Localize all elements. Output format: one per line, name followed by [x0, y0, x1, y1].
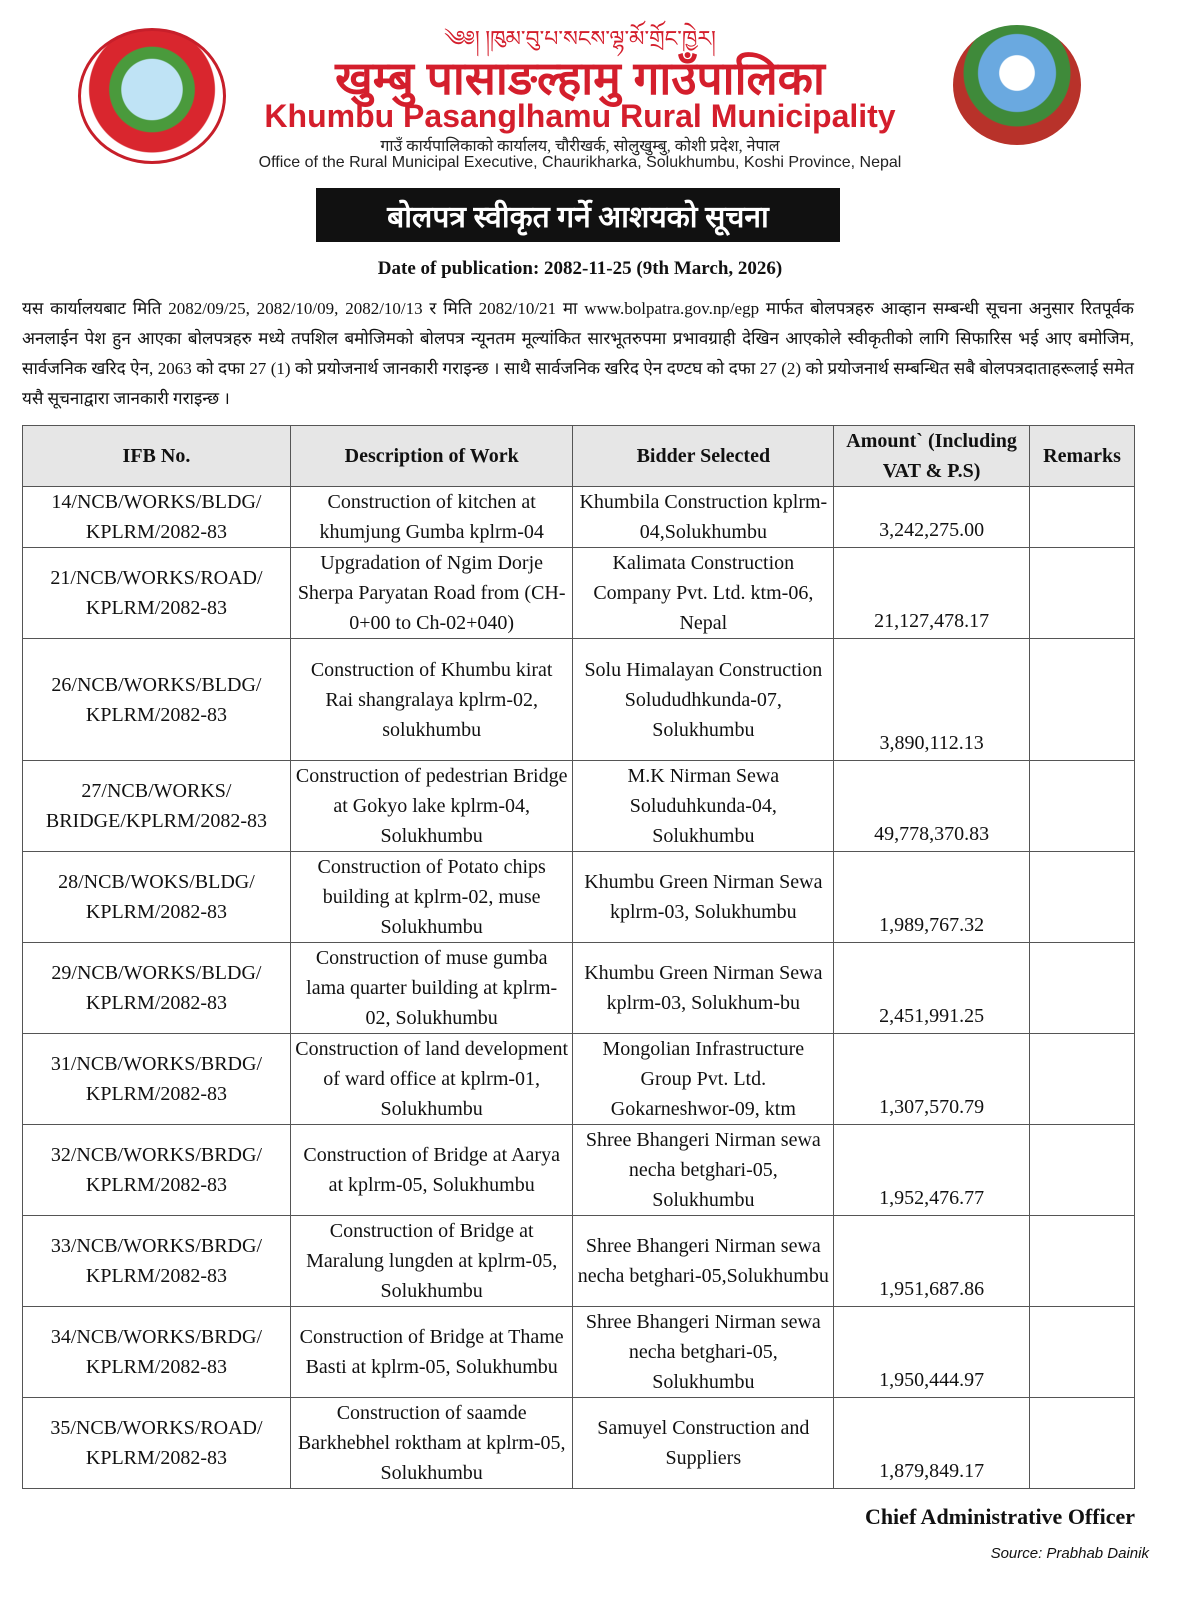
remarks-cell [1030, 548, 1135, 639]
ifb-no-cell: 32/NCB/WORKS/BRDG/ KPLRM/2082-83 [23, 1125, 291, 1216]
description-cell: Construction of pedestrian Bridge at Gokyo lake kplrm-04, Solukhumbu [290, 761, 573, 852]
amount-cell: 3,890,112.13 [834, 639, 1030, 761]
ifb-no-cell: 33/NCB/WORKS/BRDG/ KPLRM/2082-83 [23, 1216, 291, 1307]
bidder-cell: M.K Nirman Sewa Soluduhkunda-04, Solukhumbu [573, 761, 834, 852]
column-header: IFB No. [23, 426, 291, 487]
nepal-emblem-logo [78, 28, 226, 164]
ifb-no-cell: 21/NCB/WORKS/ROAD/ KPLRM/2082-83 [23, 548, 291, 639]
amount-cell: 49,778,370.83 [834, 761, 1030, 852]
ifb-no-cell: 31/NCB/WORKS/BRDG/ KPLRM/2082-83 [23, 1034, 291, 1125]
column-header: Remarks [1030, 426, 1135, 487]
amount-cell: 1,952,476.77 [834, 1125, 1030, 1216]
table-row [23, 852, 1135, 943]
description-cell: Construction of muse gumba lama quarter building at kplrm-02, Solukhumbu [290, 943, 573, 1034]
amount-cell: 1,989,767.32 [834, 852, 1030, 943]
notice-title: बोलपत्र स्वीकृत गर्ने आशयको सूचना [316, 188, 840, 242]
description-cell: Construction of saamde Barkhebhel roktham at kplrm-05, Solukhumbu [290, 1398, 573, 1489]
description-cell: Construction of Khumbu kirat Rai shangralaya kplrm-02, solukhumbu [290, 639, 573, 761]
amount-cell: 2,451,991.25 [834, 943, 1030, 1034]
remarks-cell [1030, 1307, 1135, 1398]
nepali-title: खुम्बु पासाङल्हामु गाउँपालिका [335, 52, 825, 104]
ifb-no-cell: 14/NCB/WORKS/BLDG/ KPLRM/2082-83 [23, 487, 291, 548]
table-row [23, 761, 1135, 852]
table-row [23, 1398, 1135, 1489]
remarks-cell [1030, 761, 1135, 852]
remarks-cell [1030, 852, 1135, 943]
ifb-no-cell: 29/NCB/WORKS/BLDG/ KPLRM/2082-83 [23, 943, 291, 1034]
table-row [23, 943, 1135, 1034]
ifb-no-cell: 27/NCB/WORKS/ BRIDGE/KPLRM/2082-83 [23, 761, 291, 852]
table-row [23, 548, 1135, 639]
bidder-cell: Khumbu Green Nirman Sewa kplrm-03, Solukhum-bu [573, 943, 834, 1034]
bidder-cell: Samuyel Construction and Suppliers [573, 1398, 834, 1489]
publication-date: Date of publication: 2082-11-25 (9th March, 2026) [377, 258, 783, 279]
remarks-cell [1030, 639, 1135, 761]
remarks-cell [1030, 487, 1135, 548]
description-cell: Upgradation of Ngim Dorje Sherpa Paryatan Road from (CH-0+00 to Ch-02+040) [290, 548, 573, 639]
table-row [23, 1216, 1135, 1307]
remarks-cell [1030, 943, 1135, 1034]
ifb-no-cell: 35/NCB/WORKS/ROAD/ KPLRM/2082-83 [23, 1398, 291, 1489]
ifb-no-cell: 28/NCB/WOKS/BLDG/ KPLRM/2082-83 [23, 852, 291, 943]
column-header: Amount` (Including VAT & P.S) [834, 426, 1030, 487]
municipality-logo [953, 25, 1081, 145]
remarks-cell [1030, 1398, 1135, 1489]
column-header: Bidder Selected [573, 426, 834, 487]
bid-table [22, 425, 1135, 1489]
remarks-cell [1030, 1216, 1135, 1307]
nepali-address: गाउँ कार्यपालिकाको कार्यालय, चौरीखर्क, सोलुखुम्बु, कोशी प्रदेश, नेपाल [380, 138, 780, 155]
amount-cell: 21,127,478.17 [834, 548, 1030, 639]
description-cell: Construction of Bridge at Thame Basti at kplrm-05, Solukhumbu [290, 1307, 573, 1398]
description-cell: Construction of Potato chips building at kplrm-02, muse Solukhumbu [290, 852, 573, 943]
remarks-cell [1030, 1034, 1135, 1125]
english-address: Office of the Rural Municipal Executive, Chaurikharka, Solukhumbu, Koshi Province, Nepal [258, 154, 902, 171]
signature: Chief Administrative Officer [864, 1504, 1135, 1529]
bidder-cell: Kalimata Construction Company Pvt. Ltd. ktm-06, Nepal [573, 548, 834, 639]
amount-cell: 1,307,570.79 [834, 1034, 1030, 1125]
english-title: Khumbu Pasanglhamu Rural Municipality [264, 98, 896, 134]
amount-cell: 1,879,849.17 [834, 1398, 1030, 1489]
amount-cell: 1,951,687.86 [834, 1216, 1030, 1307]
remarks-cell [1030, 1125, 1135, 1216]
table-row [23, 1125, 1135, 1216]
notice-paragraph: यस कार्यालयबाट मिति 2082/09/25, 2082/10/09, 2082/10/13 र मिति 2082/10/21 मा www.bolpatra.gov.np/egp मार्फत बोलपत्रहरु आव्हान सम्बन्धी सूचना अनुसार रितपूर्वक अनलाईन पेश हुन आएका बोलपत्रहरु मध्ये तपशिल बमोजिमको बोलपत्र न्यूनतम मूल्यांकित सारभूतरुपमा प्रभावग्राही देखिन आएकोले स्वीकृतीको लागि सिफारिस भई आए बमोजिम, सार्वजनिक खरिद ऐन, 2063 को दफा 27 (1) को प्रयोजनार्थ जानकारी गराइन्छ । साथै सार्वजनिक खरिद ऐन दण्टघ को दफा 27 (2) को प्रयोजनार्थ सम्बन्धित सबै बोलपत्रदाताहरूलाई समेत यसै सूचनाद्वारा जानकारी गराइन्छ । [22, 299, 1134, 408]
bidder-cell: Shree Bhangeri Nirman sewa necha betghari-05, Solukhumbu [573, 1125, 834, 1216]
bidder-cell: Khumbila Construction kplrm-04,Solukhumbu [573, 487, 834, 548]
bidder-cell: Solu Himalayan Construction Solududhkunda-07, Solukhumbu [573, 639, 834, 761]
ifb-no-cell: 34/NCB/WORKS/BRDG/ KPLRM/2082-83 [23, 1307, 291, 1398]
amount-cell: 3,242,275.00 [834, 487, 1030, 548]
ifb-no-cell: 26/NCB/WORKS/BLDG/ KPLRM/2082-83 [23, 639, 291, 761]
source-credit: Source: Prabhab Dainik [990, 1545, 1149, 1562]
column-header: Description of Work [290, 426, 573, 487]
bidder-cell: Mongolian Infrastructure Group Pvt. Ltd. Gokarneshwor-09, ktm [573, 1034, 834, 1125]
bidder-cell: Shree Bhangeri Nirman sewa necha betghari-05, Solukhumbu [573, 1307, 834, 1398]
description-cell: Construction of kitchen at khumjung Gumba kplrm-04 [290, 487, 573, 548]
description-cell: Construction of Bridge at Maralung lungden at kplrm-05, Solukhumbu [290, 1216, 573, 1307]
table-row [23, 1034, 1135, 1125]
table-row [23, 487, 1135, 548]
table-row [23, 639, 1135, 761]
bidder-cell: Khumbu Green Nirman Sewa kplrm-03, Solukhumbu [573, 852, 834, 943]
table-row [23, 1307, 1135, 1398]
tibetan-title: ༄༅། །ཁུམ་བུ་པ་སངས་ལྷ་མོ་གྲོང་ཁྱེར། [444, 26, 716, 51]
description-cell: Construction of land development of ward office at kplrm-01, Solukhumbu [290, 1034, 573, 1125]
bidder-cell: Shree Bhangeri Nirman sewa necha betghari-05,Solukhumbu [573, 1216, 834, 1307]
description-cell: Construction of Bridge at Aarya at kplrm-05, Solukhumbu [290, 1125, 573, 1216]
amount-cell: 1,950,444.97 [834, 1307, 1030, 1398]
